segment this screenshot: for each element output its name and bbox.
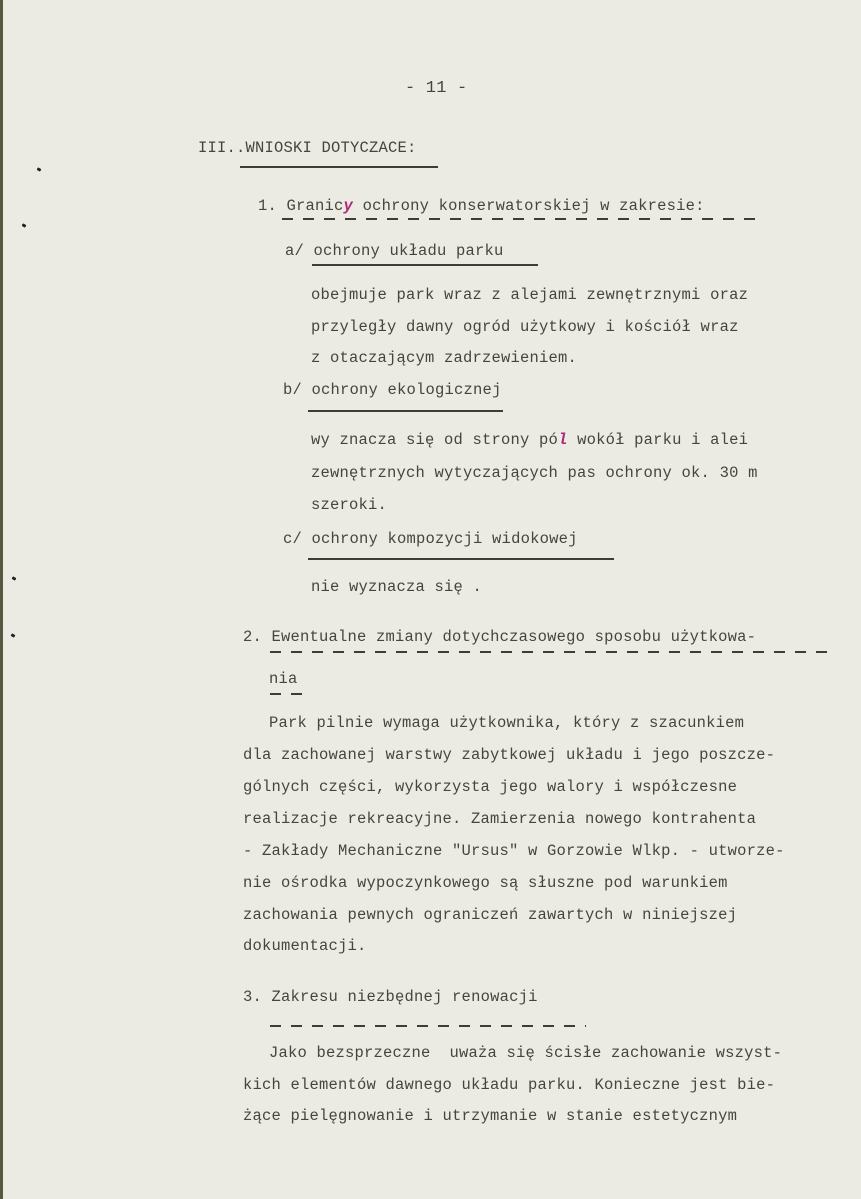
item-3-heading: [243, 988, 538, 1006]
item-1-number: 1.: [258, 197, 278, 215]
subitem-c-underline: [308, 558, 614, 560]
dashed-underline: [282, 218, 760, 220]
text-line: zachowania pewnych ograniczeń zawartych w niniejszej: [243, 906, 738, 924]
text-line: z otaczającym zadrzewieniem.: [311, 349, 578, 367]
section-heading: III..WNIOSKI DOTYCZACE:: [198, 139, 417, 157]
text-line: kich elementów dawnego układu parku. Konieczne jest bie-: [243, 1076, 776, 1094]
subitem-a-label: a/: [285, 242, 305, 260]
text-line: dokumentacji.: [243, 937, 367, 955]
subitem-b-underline: [308, 410, 503, 412]
item-2-title-cont: nia: [269, 670, 298, 688]
item-2-number: 2.: [243, 628, 263, 646]
subitem-c-label: c/: [283, 530, 303, 548]
page-number: - 11 -: [405, 79, 468, 98]
handwritten-correction: l: [558, 431, 568, 449]
subitem-c-heading: [283, 530, 578, 548]
text-fragment: wy znacza się od strony pó: [311, 431, 559, 449]
margin-mark: [11, 633, 16, 638]
text-line: dla zachowanej warstwy zabytkowej układu i jego poszcze-: [243, 746, 776, 764]
item-2-heading: [243, 628, 756, 646]
text-line: [311, 431, 748, 449]
subitem-a-title: ochrony układu parku: [313, 242, 504, 260]
text-fragment: wokół parku i alei: [567, 431, 749, 449]
text-line: nie ośrodka wypoczynkowego są słuszne pod warunkiem: [243, 874, 728, 892]
item-2-title: Ewentualne zmiany dotychczasowego sposobu użytkowa-: [271, 628, 757, 646]
text-line: gólnych części, wykorzysta jego walory i współczesne: [243, 778, 738, 796]
text-line: nie wyznacza się .: [311, 578, 483, 596]
text-line: obejmuje park wraz z alejami zewnętrznymi oraz: [311, 286, 749, 304]
margin-mark: [22, 223, 27, 228]
heading-underline: [240, 166, 438, 168]
handwritten-correction: y: [343, 197, 354, 215]
text-line: zewnętrznych wytyczających pas ochrony ok. 30 m: [311, 464, 758, 482]
text-line: Park pilnie wymaga użytkownika, który z szacunkiem: [269, 714, 745, 732]
text-line: przyległy dawny ogród użytkowy i kościół wraz: [311, 318, 739, 336]
subitem-b-title: ochrony ekologicznej: [311, 381, 502, 399]
dashed-underline: [270, 651, 828, 653]
item-3-number: 3.: [243, 988, 263, 1006]
text-line: szeroki.: [311, 496, 388, 514]
item-1-title-a: Granic: [286, 197, 344, 215]
item-1-heading: [258, 197, 705, 215]
item-3-title: Zakresu niezbędnej renowacji: [271, 988, 538, 1006]
text-line: Jako bezsprzeczne uważa się ścisłe zachowanie wszyst-: [269, 1044, 783, 1062]
subitem-a-heading: [285, 242, 504, 260]
subitem-b-label: b/: [283, 381, 303, 399]
item-1-title-b: ochrony konserwatorskiej w zakresie:: [353, 197, 705, 215]
subitem-b-heading: [283, 381, 502, 399]
text-line: żące pielęgnowanie i utrzymanie w stanie estetycznym: [243, 1107, 738, 1125]
text-line: - Zakłady Mechaniczne "Ursus" w Gorzowie Wlkp. - utworze-: [243, 842, 785, 860]
dashed-underline: [270, 693, 308, 695]
margin-mark: [12, 576, 17, 581]
text-line: realizacje rekreacyjne. Zamierzenia nowego kontrahenta: [243, 810, 757, 828]
dashed-underline: [270, 1025, 586, 1027]
subitem-c-title: ochrony kompozycji widokowej: [311, 530, 578, 548]
margin-mark: [37, 167, 42, 172]
subitem-a-underline: [312, 264, 538, 266]
